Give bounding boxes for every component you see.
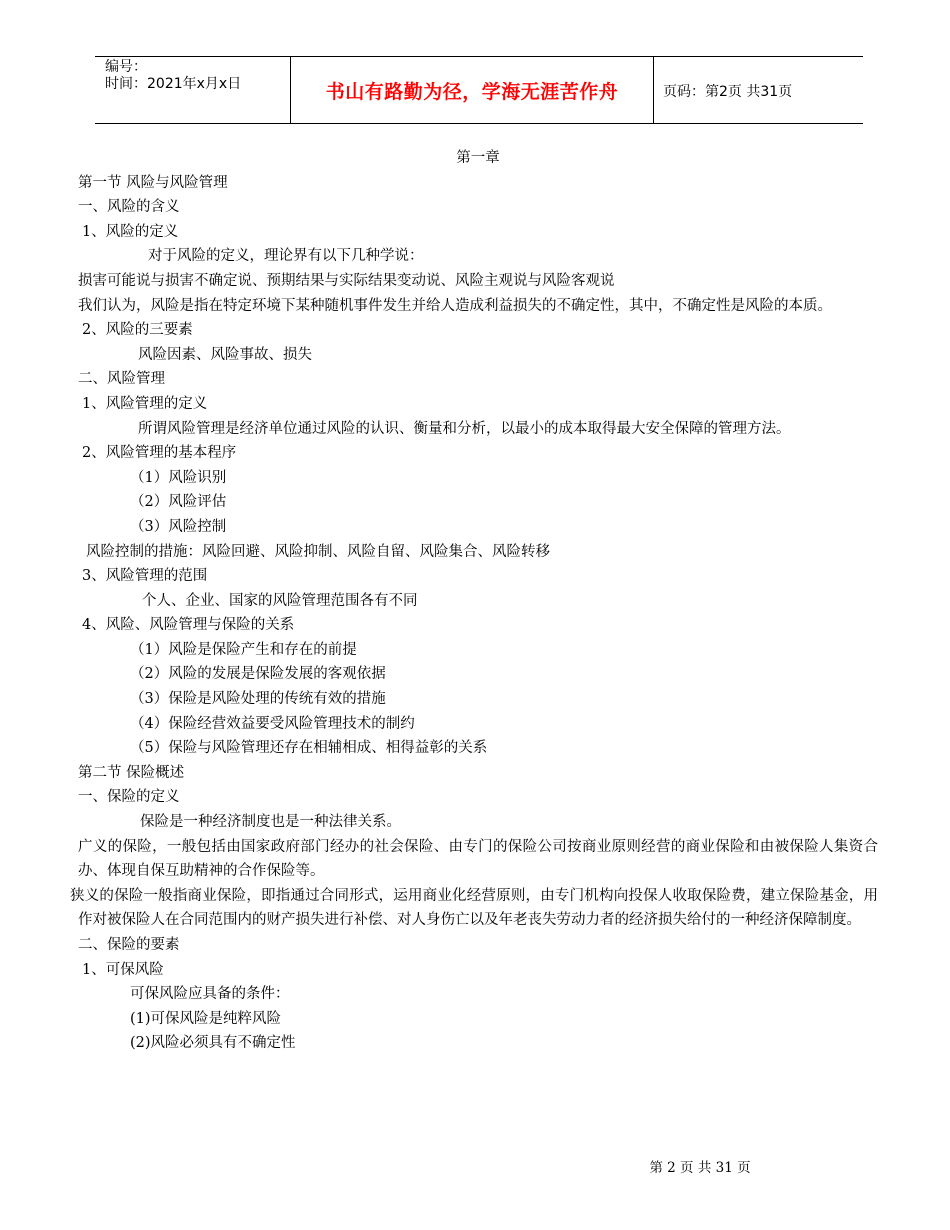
subheading: 3、风险管理的范围 bbox=[82, 568, 208, 585]
subheading: 1、可保风险 bbox=[82, 961, 164, 978]
paragraph: 风险控制的措施：风险回避、风险抑制、风险自留、风险集合、风险转移 bbox=[86, 543, 550, 560]
page-number-label: 页码：第2页 共31页 bbox=[663, 84, 793, 100]
header-motto: 书山有路勤为径，学海无涯苦作舟 bbox=[325, 81, 619, 103]
paragraph: 狭义的保险一般指商业保险，即指通过合同形式，运用商业化经营原则，由专门机构向投保人收取保险费，建立保险基金，用作对被保险人在合同范围内的财产损失进行补偿、对人身伤亡以及年老丧失劳动力者的经济损失给付的一种经济保障制度。 bbox=[70, 887, 878, 929]
subheading: 2、风险的三要素 bbox=[82, 322, 193, 339]
header-meta bbox=[105, 59, 241, 93]
header-table bbox=[95, 56, 863, 124]
subheading: 2、风险管理的基本程序 bbox=[82, 445, 237, 462]
list-item: （3）保险是风险处理的传统有效的措施 bbox=[130, 691, 386, 708]
chapter-title: 第一章 bbox=[456, 150, 500, 166]
section-heading: 第二节 保险概述 bbox=[78, 764, 185, 781]
paragraph: 个人、企业、国家的风险管理范围各有不同 bbox=[142, 592, 418, 609]
list-item: （2）风险评估 bbox=[130, 494, 227, 511]
header-divider bbox=[653, 57, 654, 123]
subheading: 1、风险管理的定义 bbox=[82, 395, 208, 412]
paragraph: 保险是一种经济制度也是一种法律关系。 bbox=[140, 814, 401, 831]
subheading: 1、风险的定义 bbox=[82, 223, 179, 240]
list-item: （1）风险是保险产生和存在的前提 bbox=[130, 641, 357, 658]
list-item: （5）保险与风险管理还存在相辅相成、相得益彰的关系 bbox=[130, 740, 488, 757]
id-label: 编号： bbox=[105, 59, 147, 75]
paragraph: 我们认为，风险是指在特定环境下某种随机事件发生并给人造成利益损失的不确定性，其中，不确定性是风险的本质。 bbox=[78, 297, 832, 314]
list-item: (2)风险必须具有不确定性 bbox=[130, 1035, 296, 1052]
subheading: 4、风险、风险管理与保险的关系 bbox=[82, 617, 295, 634]
subheading: 二、风险管理 bbox=[78, 371, 165, 388]
list-item: （2）风险的发展是保险发展的客观依据 bbox=[130, 666, 386, 683]
paragraph: 所谓风险管理是经济单位通过风险的认识、衡量和分析，以最小的成本取得最大安全保障的管理方法。 bbox=[138, 420, 791, 437]
paragraph: 可保风险应具备的条件： bbox=[130, 986, 290, 1003]
subheading: 二、保险的要素 bbox=[78, 937, 180, 953]
paragraph: 风险因素、风险事故、损失 bbox=[138, 346, 312, 363]
document-body bbox=[70, 146, 878, 1056]
subheading: 一、风险的含义 bbox=[78, 199, 180, 216]
list-item: （4）保险经营效益要受风险管理技术的制约 bbox=[130, 715, 415, 732]
paragraph: 损害可能说与损害不确定说、预期结果与实际结果变动说、风险主观说与风险客观说 bbox=[78, 272, 615, 289]
paragraph: 广义的保险，一般包括由国家政府部门经办的社会保险、由专门的保险公司按商业原则经营的商业保险和由被保险人集资合办、体现自保互助精神的合作保险等。 bbox=[78, 838, 878, 880]
list-item: （3）风险控制 bbox=[130, 518, 227, 535]
time-label: 时间：2021年x月x日 bbox=[105, 76, 242, 92]
page-footer: 第 2 页 共 31 页 bbox=[649, 1160, 751, 1176]
list-item: （1）风险识别 bbox=[130, 469, 227, 486]
subheading: 一、保险的定义 bbox=[78, 789, 180, 806]
list-item: (1)可保风险是纯粹风险 bbox=[130, 1010, 282, 1027]
paragraph: 对于风险的定义，理论界有以下几种学说： bbox=[148, 248, 424, 265]
section-heading: 第一节 风险与风险管理 bbox=[78, 174, 228, 191]
